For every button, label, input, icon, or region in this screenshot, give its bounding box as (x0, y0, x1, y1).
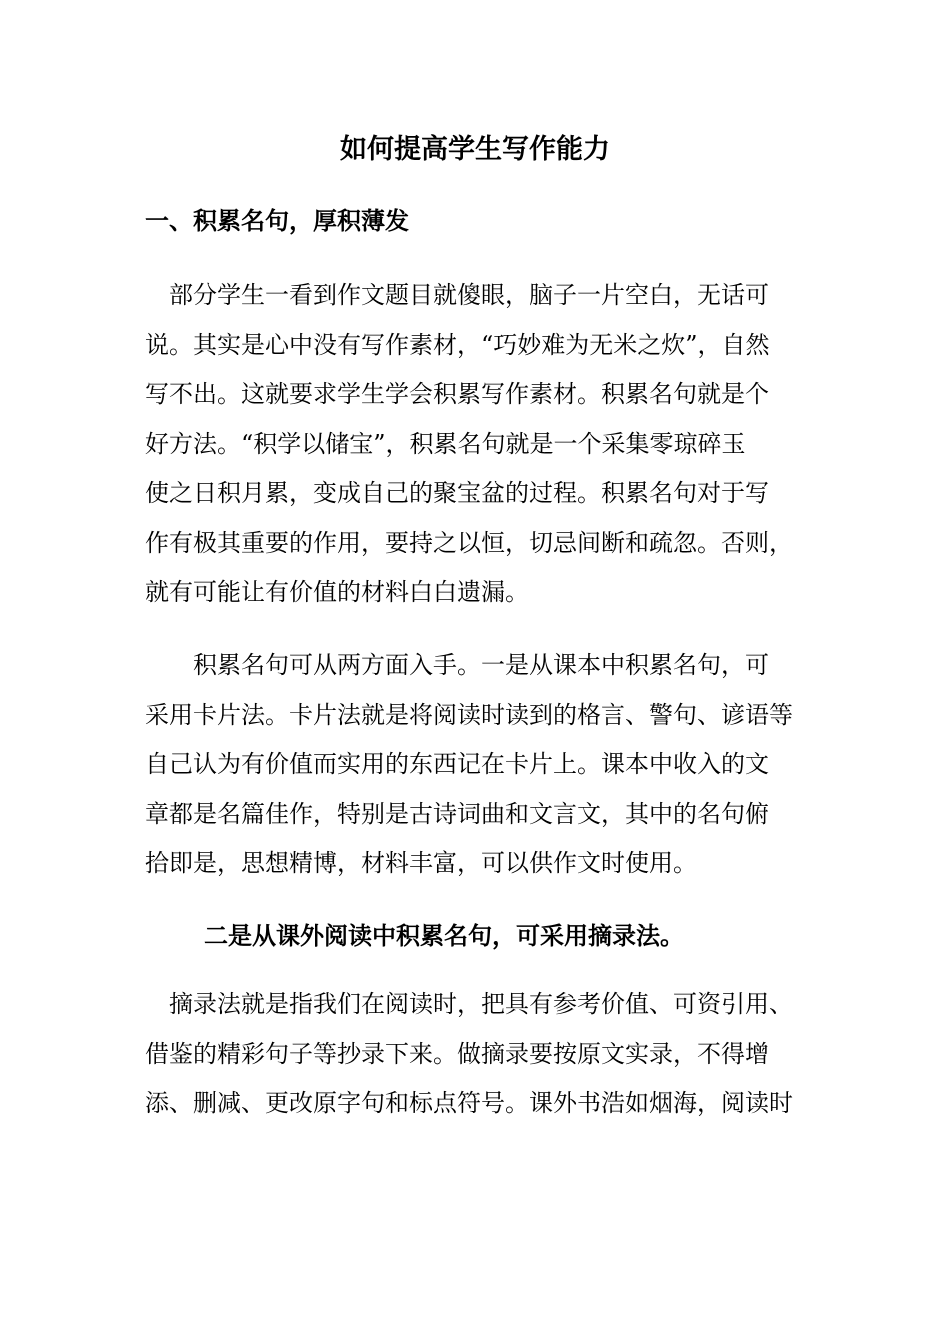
paragraph-1 (145, 271, 810, 618)
paragraph-line: 部分学生一看到作文题目就傻眼，脑子一片空白，无话可 (145, 281, 769, 309)
paragraph-line: 拾即是，思想精博，材料丰富，可以供作文时使用。 (145, 849, 697, 877)
paragraph-line: 写不出。这就要求学生学会积累写作素材。积累名句就是个 (145, 380, 769, 408)
document-title: 如何提高学生写作能力 (340, 134, 610, 165)
paragraph-2 (145, 641, 810, 889)
paragraph-line: 添、删减、更改原字句和标点符号。课外书浩如烟海，阅读时 (145, 1089, 793, 1117)
subheading-extracurricular: 二是从课外阅读中积累名句，可采用摘录法。 (204, 921, 684, 950)
paragraph-line: 使之日积月累，变成自己的聚宝盆的过程。积累名句对于写 (145, 479, 769, 507)
paragraph-line: 说。其实是心中没有写作素材，“巧妙难为无米之炊”，自然 (145, 330, 770, 359)
paragraph-line: 章都是名篇佳作，特别是古诗词曲和文言文，其中的名句俯 (145, 799, 769, 828)
paragraph-line: 作有极其重要的作用，要持之以恒，切忌间断和疏忽。否则， (145, 528, 793, 557)
paragraph-line: 借鉴的精彩句子等抄录下来。做摘录要按原文实录，不得增 (145, 1039, 769, 1068)
paragraph-line: 自己认为有价值而实用的东西记在卡片上。课本中收入的文 (145, 750, 769, 778)
section-heading-1: 一、积累名句，厚积薄发 (145, 206, 409, 235)
paragraph-line: 采用卡片法。卡片法就是将阅读时读到的格言、警句、谚语等 (145, 700, 793, 729)
paragraph-line: 积累名句可从两方面入手。一是从课本中积累名句，可 (145, 651, 769, 679)
paragraph-3 (145, 980, 810, 1129)
paragraph-line: 好方法。“积学以储宝”，积累名句就是一个采集零琼碎玉 (145, 429, 746, 458)
paragraph-line: 就有可能让有价值的材料白白遗漏。 (145, 578, 529, 606)
paragraph-line: 摘录法就是指我们在阅读时，把具有参考价值、可资引用、 (145, 990, 793, 1018)
